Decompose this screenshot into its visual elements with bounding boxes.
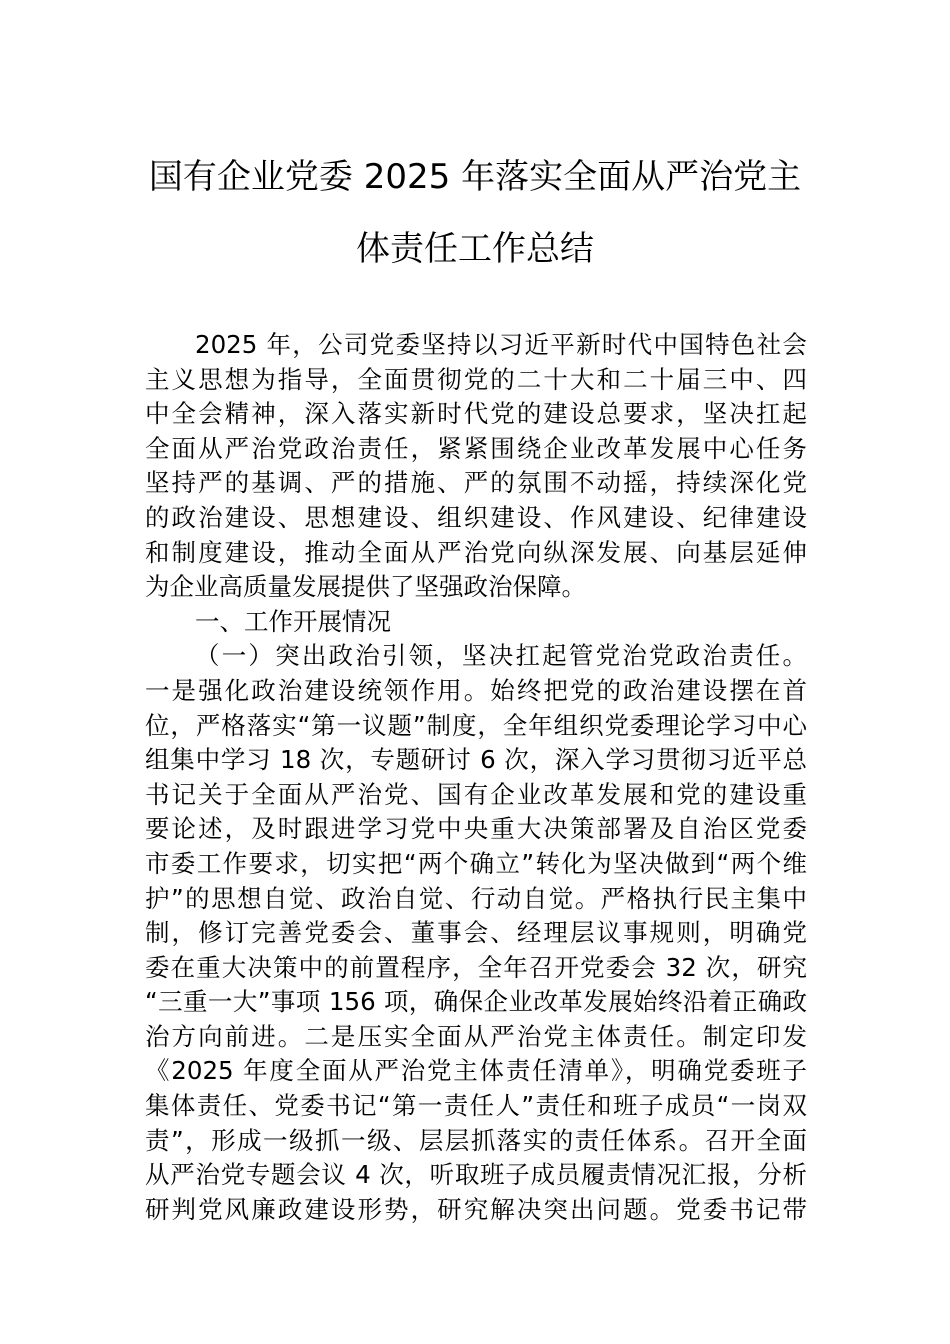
paragraph-line: 和制度建设，推动全面从严治党向纵深发展、向基层延伸 [145,537,807,567]
paragraph-line: 护”的思想自觉、政治自觉、行动自觉。严格执行民主集中 [145,883,807,913]
paragraph-line: 全面从严治党政治责任，紧紧围绕企业改革发展中心任务 [145,433,807,463]
paragraph-line: 《2025 年度全面从严治党主体责任清单》，明确党委班子 [145,1056,807,1086]
section-heading [145,605,807,640]
paragraph-line: 集体责任、党委书记“第一责任人”责任和班子成员“一岗双 [145,1091,807,1121]
paragraph-line: 中全会精神，深入落实新时代党的建设总要求，坚决扛起 [145,399,807,429]
document-title [140,157,810,269]
intro-paragraph [145,328,807,605]
subsection-heading-line: （一）突出政治引领，坚决扛起管党治党政治责任。 [195,641,807,671]
paragraph-line: 主义思想为指导，全面贯彻党的二十大和二十届三中、四 [145,364,807,394]
paragraph-line: 组集中学习 18 次，专题研讨 6 次，深入学习贯彻习近平总 [145,745,807,775]
paragraph-line: 治方向前进。二是压实全面从严治党主体责任。制定印发 [145,1021,807,1051]
subsection-paragraph [145,639,807,1227]
paragraph-line: “三重一大”事项 156 项，确保企业改革发展始终沿着正确政 [145,987,807,1017]
paragraph-line: 书记关于全面从严治党、国有企业改革发展和党的建设重 [145,779,807,809]
paragraph-line: 市委工作要求，切实把“两个确立”转化为坚决做到“两个维 [145,848,807,878]
paragraph-line: 的政治建设、思想建设、组织建设、作风建设、纪律建设 [145,502,807,532]
section-heading-text: 一、工作开展情况 [195,606,391,636]
paragraph-line: 2025 年，公司党委坚持以习近平新时代中国特色社会 [195,330,807,359]
paragraph-line: 位，严格落实“第一议题”制度，全年组织党委理论学习中心 [145,710,807,740]
document-body [145,328,807,1227]
title-line-1: 国有企业党委 2025 年落实全面从严治党主 [148,157,802,197]
paragraph-line: 坚持严的基调、严的措施、严的氛围不动摇，持续深化党 [145,468,807,498]
title-line-2: 体责任工作总结 [356,229,594,269]
paragraph-line: 委在重大决策中的前置程序，全年召开党委会 32 次，研究 [145,952,807,982]
paragraph-line: 研判党风廉政建设形势，研究解决突出问题。党委书记带 [145,1194,807,1224]
paragraph-line: 要论述，及时跟进学习党中央重大决策部署及自治区党委 [145,814,807,844]
paragraph-line: 制，修订完善党委会、董事会、经理层议事规则，明确党 [145,918,807,948]
paragraph-line: 责”，形成一级抓一级、层层抓落实的责任体系。召开全面 [145,1125,807,1155]
paragraph-line: 从严治党专题会议 4 次，听取班子成员履责情况汇报，分析 [145,1160,807,1190]
paragraph-line: 为企业高质量发展提供了坚强政治保障。 [145,572,586,602]
paragraph-line: 一是强化政治建设统领作用。始终把党的政治建设摆在首 [145,675,807,705]
